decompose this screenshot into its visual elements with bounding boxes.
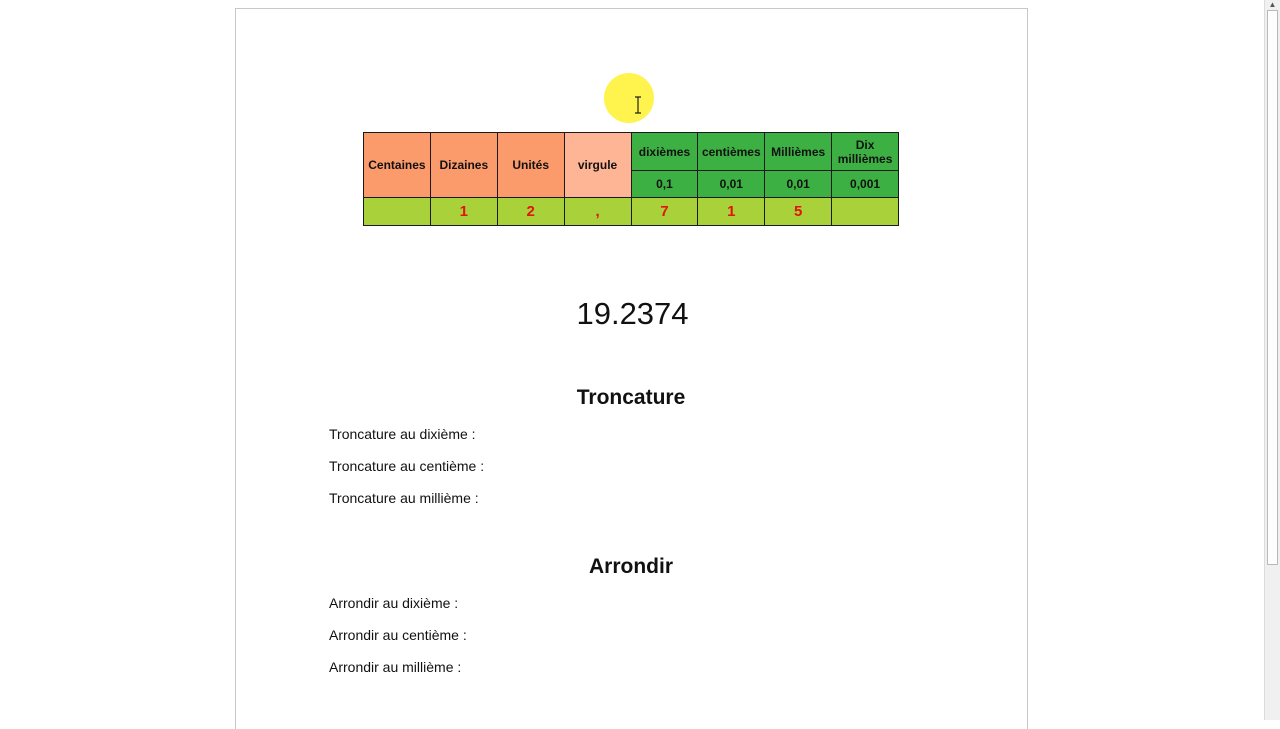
digit-dix-milliemes xyxy=(832,198,899,226)
troncature-dixieme-line: Troncature au dixième : xyxy=(329,426,476,442)
header-centaines: Centaines xyxy=(364,133,431,198)
place-value-table xyxy=(363,132,899,226)
header-dix-milliemes: Dix millièmes xyxy=(832,133,899,171)
digit-dixiemes: 7 xyxy=(631,198,698,226)
header-unites: Unités xyxy=(497,133,564,198)
arrondir-centieme-line: Arrondir au centième : xyxy=(329,627,467,643)
digit-unites: 2 xyxy=(497,198,564,226)
arrondir-millieme-line: Arrondir au millième : xyxy=(329,659,462,675)
digit-centaines xyxy=(364,198,431,226)
troncature-centieme-line: Troncature au centième : xyxy=(329,458,485,474)
header-dizaines: Dizaines xyxy=(430,133,497,198)
digit-centiemes: 1 xyxy=(698,198,765,226)
digit-milliemes: 5 xyxy=(765,198,832,226)
section-title-troncature: Troncature xyxy=(576,386,686,409)
value-dixiemes: 0,1 xyxy=(631,171,698,198)
digit-dizaines: 1 xyxy=(430,198,497,226)
header-centiemes: centièmes xyxy=(698,133,765,171)
arrondir-dixieme-line: Arrondir au dixième : xyxy=(329,595,459,611)
example-number: 19.2374 xyxy=(576,296,689,331)
i-beam-cursor-icon xyxy=(634,96,642,114)
header-milliemes: Millièmes xyxy=(765,133,832,171)
header-dixiemes: dixièmes xyxy=(631,133,698,171)
value-centiemes: 0,01 xyxy=(698,171,765,198)
digit-virgule: , xyxy=(564,198,631,226)
scroll-thumb[interactable] xyxy=(1267,10,1278,565)
cursor-highlight xyxy=(604,73,654,123)
scroll-up-arrow-icon[interactable]: ▲ xyxy=(1268,0,1277,9)
vertical-scrollbar[interactable] xyxy=(1264,0,1280,720)
header-virgule: virgule xyxy=(564,133,631,198)
value-milliemes: 0,01 xyxy=(765,171,832,198)
section-title-arrondir: Arrondir xyxy=(589,555,673,578)
value-dix-milliemes: 0,001 xyxy=(832,171,899,198)
troncature-millieme-line: Troncature au millième : xyxy=(329,490,479,506)
